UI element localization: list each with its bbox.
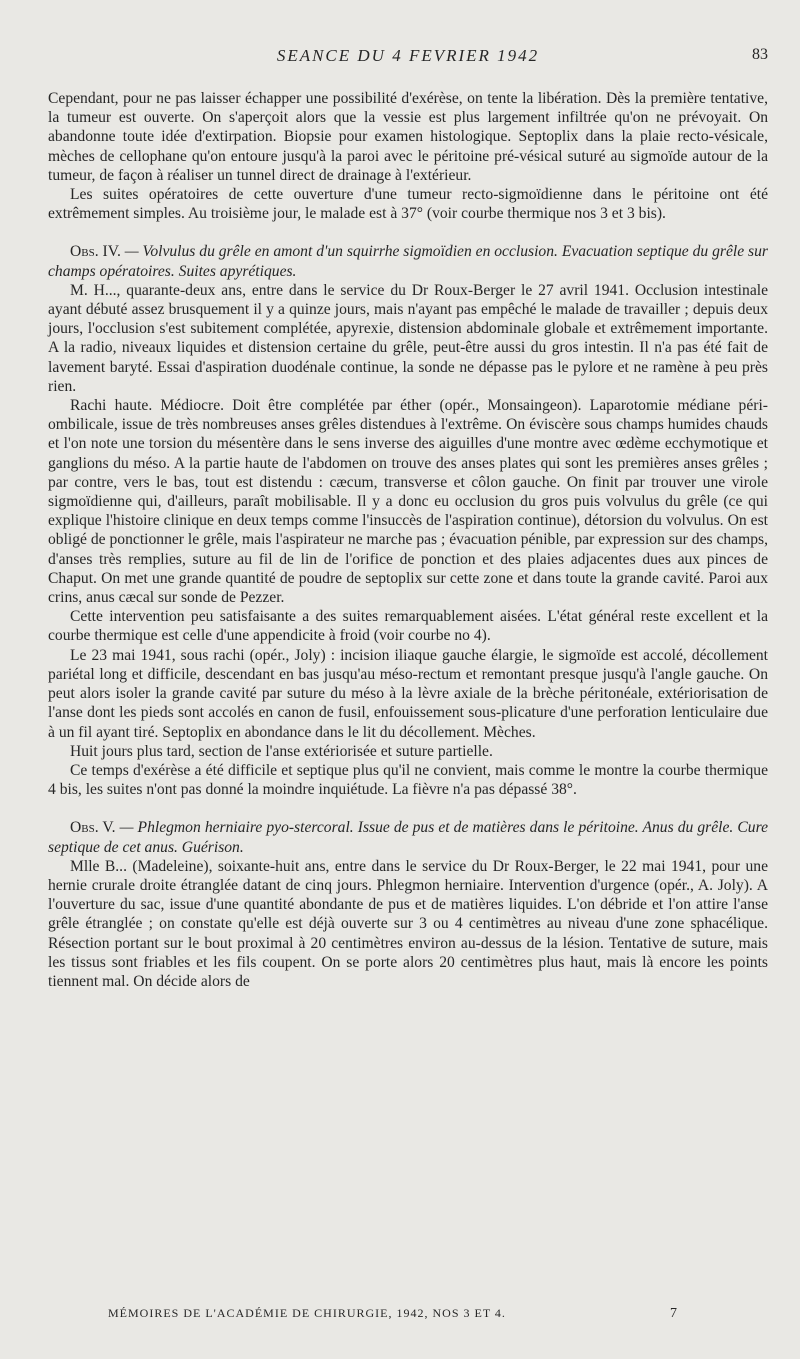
signature-mark: 7 [670, 1306, 678, 1321]
body-text [48, 89, 768, 991]
running-title: SEANCE DU 4 FEVRIER 1942 [276, 46, 540, 65]
observation-heading [48, 242, 768, 280]
journal-reference: MÉMOIRES DE L'ACADÉMIE DE CHIRURGIE, 1942, NOS 3 ET 4. [108, 1306, 506, 1320]
page-footer [48, 1306, 768, 1326]
page-number: 83 [752, 46, 768, 63]
paragraph: Cette intervention peu satisfaisante a des suites remarquablement aisées. L'état général reste excellent et la courbe thermique est celle d'une appendicite à froid (voir courbe no 4). [48, 608, 768, 645]
paragraph: Mlle B... (Madeleine), soixante-huit ans, entre dans le service du Dr Roux-Berger, le 22 mai 1941, pour une hernie crurale droite étranglée datant de cinq jours. Phlegmon herniaire. Intervention d'urgence (opér., A. Joly). A l'ouverture du sac, issue d'une quantité abondante de pus et de matières liquides. L'on débride et l'on attire l'anse grêle étranglée ; on constate qu'elle est déjà ouverte sur 3 ou 4 centimètres au niveau d'une zone sphacélique. Résection portant sur le bout proximal à 20 centimètres environ au-dessus de la lésion. Tentative de suture, mais les tissus sont friables et les fils coupent. On se porte alors 20 centimètres plus haut, mais là encore les points tiennent mal. On décide alors de [48, 857, 768, 990]
running-head [48, 46, 768, 68]
observation-title: — Volvulus du grêle en amont d'un squirrhe sigmoïdien en occlusion. Evacuation septique du grêle sur champs opératoires. Suites apyrétiques. [48, 243, 768, 280]
observation-heading [48, 818, 768, 856]
paragraph: Les suites opératoires de cette ouverture d'une tumeur recto-sigmoïdienne dans le péritoine ont été extrêmement simples. Au troisième jour, le malade est à 37° (voir courbe thermique nos 3 et 3 bis). [48, 186, 768, 223]
paragraph: M. H..., quarante-deux ans, entre dans le service du Dr Roux-Berger le 27 avril 1941. Occlusion intestinale ayant débuté assez brusquement il y a quinze jours, mais n'ayant pas empêché le malade de travailler ; depuis deux jours, l'occlusion s'est subitement complétée, apyrexie, distension abdominale globale et extrêmement importante. A la radio, niveaux liquides et distension certaine du grêle, peut-être aussi du gros intestin. Il n'a pas été fait de lavement baryté. Essai d'aspiration duodénale continue, la sonde ne dépasse pas le pylore et ne ramène à peu près rien. [48, 281, 768, 395]
paragraph: Huit jours plus tard, section de l'anse extériorisée et suture partielle. [70, 742, 493, 760]
paragraph: Ce temps d'exérèse a été difficile et septique plus qu'il ne convient, mais comme le montre la courbe thermique 4 bis, les suites n'ont pas donné la moindre inquiétude. La fièvre n'a pas dépassé 38°. [48, 761, 768, 799]
paragraph: Rachi haute. Médiocre. Doit être complétée par éther (opér., Monsaingeon). Laparotomie médiane péri-ombilicale, issue de très nombreuses anses grêles distendues à l'extrême. On éviscère sous champs humides chauds et l'on note une torsion du mésentère dans le sens inverse des aiguilles d'une montre avec œdème ecchymotique et ganglions du méso. A la partie haute de l'abdomen on trouve des anses plates qui sont les premières anses grêles ; par contre, vers le bas, tout est distendu : cæcum, transverse et côlon gauche. On finit par trouver une virole sigmoïdienne qui, d'ailleurs, paraît mobilisable. Il y a donc eu occlusion du gros puis volvulus du grêle (ce qui explique l'histoire clinique en deux temps comme l'insuccès de l'aspiration continue), détorsion du volvulus. On est obligé de ponctionner le grêle, mais l'aspirateur ne marche pas ; évacuation pénible, par expression sur des champs, d'anses très remplies, suture au fil de lin de l'orifice de ponction et des plaies adjacentes dues aux pinces de Chaput. On met une grande quantité de poudre de septoplix sur cette zone et dans toute la grande cavité. Paroi aux crins, anus cæcal sur sonde de Pezzer. [48, 397, 768, 607]
paragraph: Le 23 mai 1941, sous rachi (opér., Joly) : incision iliaque gauche élargie, le sigmoïde est accolé, décollement pariétal long et difficile, descendant en bas jusqu'au méso-rectum et remontant presque jusqu'à l'angle gauche. On peut alors isoler la grande cavité par suture du méso à la lèvre axiale de la brèche péritonéale, extériorisation de l'anse dont les pieds sont accolés en canon de fusil, enfouissement sous-plicature d'une perforation lenticulaire due à un fil ayant tiré. Septoplix en abondance dans le lit du décollement. Mèches. [48, 646, 768, 741]
observation-title: — Phlegmon herniaire pyo-stercoral. Issue de pus et de matières dans le péritoine. Anus du grêle. Cure septique de cet anus. Guérison. [48, 819, 768, 856]
observation-label: Obs. V. [70, 819, 116, 837]
paragraph: Cependant, pour ne pas laisser échapper une possibilité d'exérèse, on tente la libération. Dès la première tentative, la tumeur est ouverte. On s'aperçoit alors que la vessie est plus largement infiltrée qu'on ne prévoyait. On abandonne toute idée d'extirpation. Biopsie pour examen histologique. Septoplix dans la plaie recto-vésicale, mèches de cellophane qu'on entoure jusqu'à la paroi avec le péritoine pré-vésical suturé au sigmoïde autour de la tumeur, de façon à réaliser un tunnel direct de drainage à l'extérieur. [48, 90, 768, 184]
observation-label: Obs. IV. [70, 243, 121, 261]
